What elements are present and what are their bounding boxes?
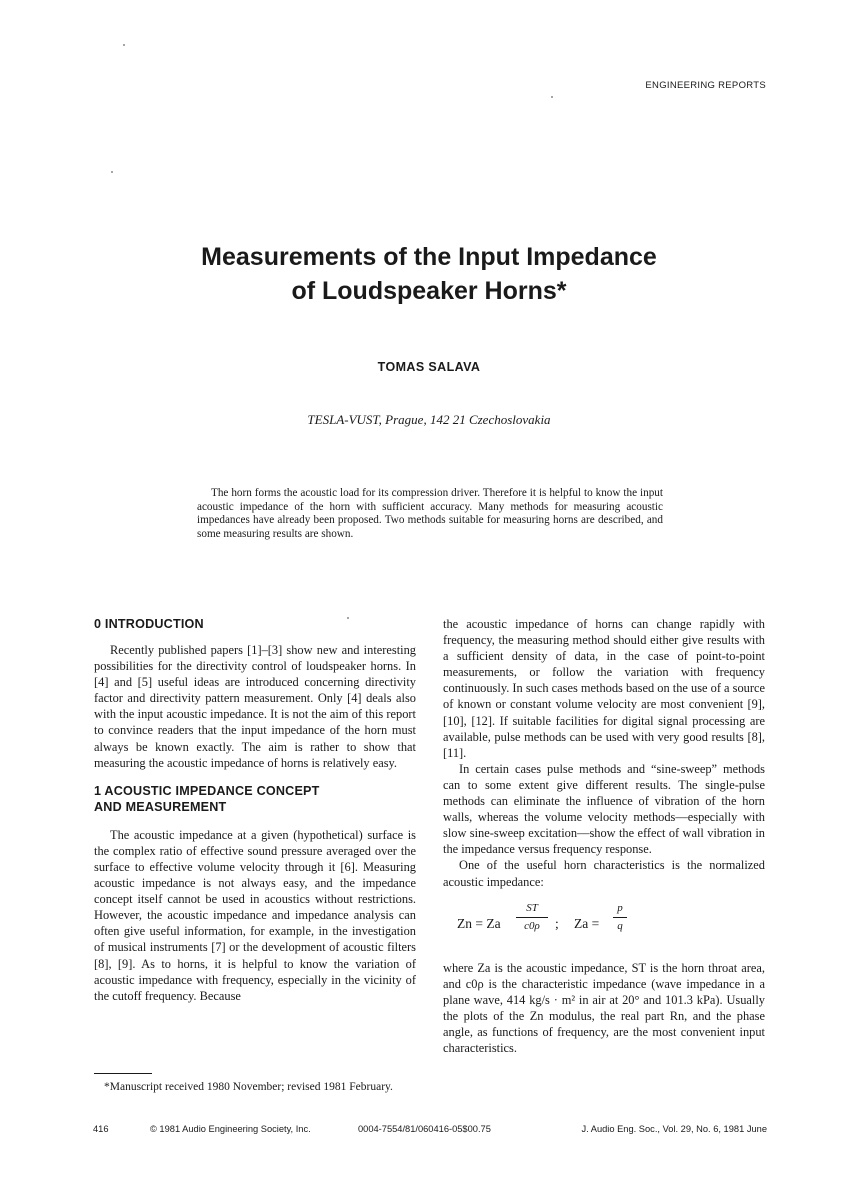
title-line-1: Measurements of the Input Impedance <box>201 243 657 271</box>
equation-fraction-2 <box>613 900 627 934</box>
scan-speck <box>123 44 125 46</box>
abstract: The horn forms the acoustic load for its compression driver. Therefore it is helpful to know the input acoustic impedance of the horn with sufficient accuracy. Many methods for measuring acoustic impedances have already been proposed. Two methods suitable for measuring horns are described, and some measuring results are shown. <box>197 487 663 540</box>
section-heading-impedance-concept <box>94 783 416 815</box>
section-heading-introduction: 0 INTRODUCTION <box>94 617 204 631</box>
author-affiliation: TESLA-VUST, Prague, 142 21 Czechoslovakia <box>307 412 551 427</box>
equation-rhs: Za = <box>574 915 600 931</box>
title-line-2: of Loudspeaker Horns* <box>291 277 567 305</box>
running-header: ENGINEERING REPORTS <box>645 80 766 91</box>
heading-line-1: 1 ACOUSTIC IMPEDANCE CONCEPT <box>94 783 320 798</box>
intro-paragraph: Recently published papers [1]–[3] show new and interesting possibilities for the directivity control of loudspeaker horns. In [4] and [5] useful ideas are introduced concerning directivity factor and directivity pattern measurement. Only [4] deals also with the input acoustic impedance. It is not the aim of this report to convince readers that the input impedance of the horn must always be known exactly. The aim is rather to show that measuring the acoustic impedance of horns is relatively easy. <box>94 643 416 770</box>
normalized-impedance-equation <box>443 900 765 952</box>
journal-citation: J. Audio Eng. Soc., Vol. 29, No. 6, 1981 June <box>581 1124 767 1134</box>
concept-paragraph-1-continued: the acoustic impedance of horns can change rapidly with frequency, the measuring method should either give results with a sufficient density of data, in the case of point-to-point measurements, or follow the variation with frequency continuously. In such cases methods based on the use of a source of known or constant volume velocity are most convenient [9], [10], [12]. If suitable facilities for digital signal processing are available, pulse methods can be used with very good results [8], [11]. <box>443 617 765 760</box>
scan-speck <box>111 171 113 173</box>
heading-line-2: AND MEASUREMENT <box>94 799 227 814</box>
concept-paragraph-3: One of the useful horn characteristics is the normalized acoustic impedance: <box>443 858 765 889</box>
scan-speck <box>551 96 553 98</box>
fraction-1-denominator: c0ρ <box>524 919 540 932</box>
concept-paragraph-4: where Za is the acoustic impedance, ST is the horn throat area, and c0ρ is the characteristic impedance (wave impedance in a plane wave, 414 kg/s · m² in air at 20° and 101.3 kPa). Usually the plots of the Zn modulus, the real part Rn, and the phase angle, as functions of frequency, are the most convenient input characteristics. <box>443 960 765 1056</box>
equation-fraction-1 <box>516 900 548 934</box>
concept-paragraph-2: In certain cases pulse methods and “sine-sweep” methods can to some extent give different results. The single-pulse methods can eliminate the influence of vibration of the horn walls, whereas the volume velocity methods—especially with slow sine-sweep excitation—show the effect of wall vibration in the impedance versus frequency response. <box>443 761 765 857</box>
left-column <box>94 616 416 1004</box>
equation-separator: ; <box>555 915 559 931</box>
footnote-divider <box>94 1073 152 1074</box>
equation-lhs: Zn = Za <box>457 915 501 931</box>
concept-paragraph-1: The acoustic impedance at a given (hypothetical) surface is the complex ratio of effective sound pressure averaged over the surface to effective volume velocity through it [6]. Measuring acoustic impedance is not always easy, and the impedance concept itself cannot be used in acoustics without restrictions. However, the acoustic impedance and impedance analysis can often give useful information, for example, in the investigation of musical instruments [7] or the development of acoustic filters [8], [9]. As to horns, it is helpful to know the variation of acoustic impedance with frequency, especially in the vicinity of the cutoff frequency. Because <box>94 827 416 1003</box>
article-code: 0004-7554/81/060416-05$00.75 <box>358 1124 491 1134</box>
paper-title <box>0 240 858 308</box>
fraction-2-numerator: p <box>613 900 627 918</box>
fraction-2-denominator: q <box>617 919 623 932</box>
copyright-notice: © 1981 Audio Engineering Society, Inc. <box>150 1124 311 1134</box>
footnote: *Manuscript received 1980 November; revised 1981 February. <box>104 1081 393 1093</box>
page-number: 416 <box>93 1124 109 1134</box>
author-name: TOMAS SALAVA <box>377 360 481 374</box>
fraction-1-numerator: ST <box>516 900 548 918</box>
right-column <box>443 616 765 1056</box>
